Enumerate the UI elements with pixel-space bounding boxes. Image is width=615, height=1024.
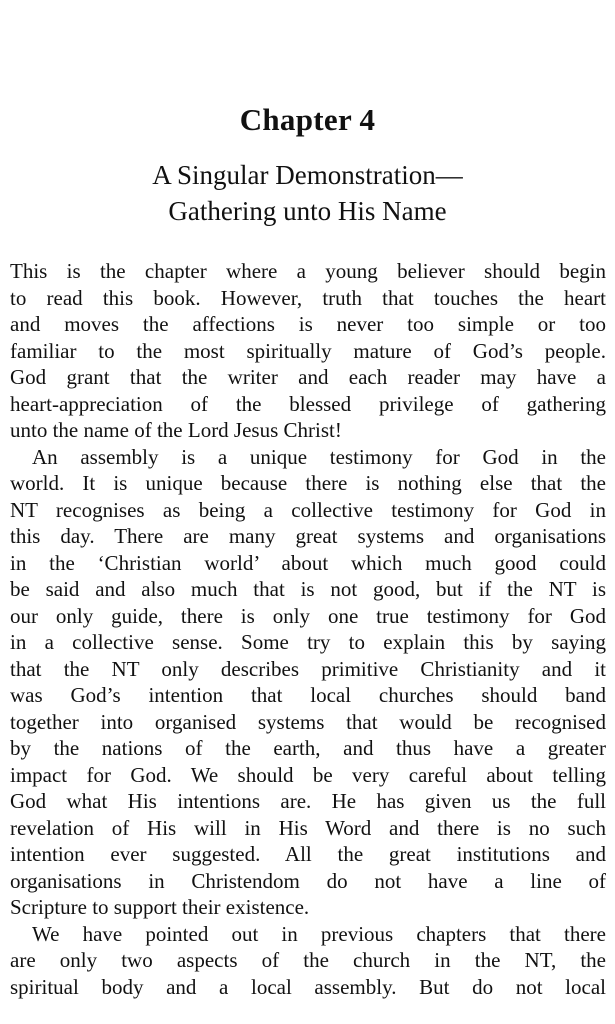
text-line: unto the name of the Lord Jesus Christ!: [10, 418, 342, 442]
text-line: our only guide, there is only one true testimony for God: [10, 603, 606, 628]
text-line: in a collective sense. Some try to explain this by saying: [10, 630, 606, 654]
text-line: familiar to the most spiritually mature of God’s people.: [10, 338, 606, 363]
text-line: spiritual body and a local assembly. But do not local: [10, 974, 606, 999]
text-line: revelation of His will in His Word and there is no such: [10, 815, 606, 840]
text-line: An assembly is a unique testimony for God in the: [32, 444, 606, 469]
text-line: this day. There are many great systems and organisations: [10, 524, 606, 548]
text-line: This is the chapter where a young believer should begin: [10, 259, 606, 283]
chapter-title-line-1: A Singular Demonstration—: [152, 160, 463, 190]
paragraph: [10, 921, 606, 1001]
text-line: and moves the affections is never too simple or too: [10, 312, 606, 336]
text-line: be said and also much that is not good, but if the NT is: [10, 577, 606, 601]
chapter-title: [0, 157, 615, 229]
text-line: impact for God. We should be very careful about telling: [10, 762, 606, 787]
text-line: heart-appreciation of the blessed privilege of gathering: [10, 391, 606, 416]
text-line: organisations in Christendom do not have a line of: [10, 868, 606, 893]
text-line: in the ‘Christian world’ about which much good could: [10, 550, 606, 575]
text-line: are only two aspects of the church in the NT, the: [10, 948, 606, 972]
chapter-number: Chapter 4: [239, 102, 376, 137]
paragraph: [10, 258, 606, 444]
text-line: was God’s intention that local churches should band: [10, 683, 606, 707]
text-line: intention ever suggested. All the great institutions and: [10, 842, 606, 866]
text-line: God what His intentions are. He has given us the full: [10, 789, 606, 813]
chapter-title-line-2: Gathering unto His Name: [168, 196, 447, 226]
text-line: NT recognises as being a collective testimony for God in: [10, 497, 606, 522]
text-line: God grant that the writer and each reader may have a: [10, 365, 606, 389]
text-line: that the NT only describes primitive Christianity and it: [10, 656, 606, 681]
text-line: world. It is unique because there is nothing else that the: [10, 471, 606, 495]
paragraph: [10, 444, 606, 921]
text-line: Scripture to support their existence.: [10, 895, 310, 919]
text-line: We have pointed out in previous chapters that there: [32, 921, 606, 946]
body-text: [10, 258, 606, 1000]
text-line: to read this book. However, truth that touches the heart: [10, 285, 606, 310]
text-line: by the nations of the earth, and thus have a greater: [10, 736, 606, 760]
text-line: together into organised systems that would be recognised: [10, 709, 606, 734]
